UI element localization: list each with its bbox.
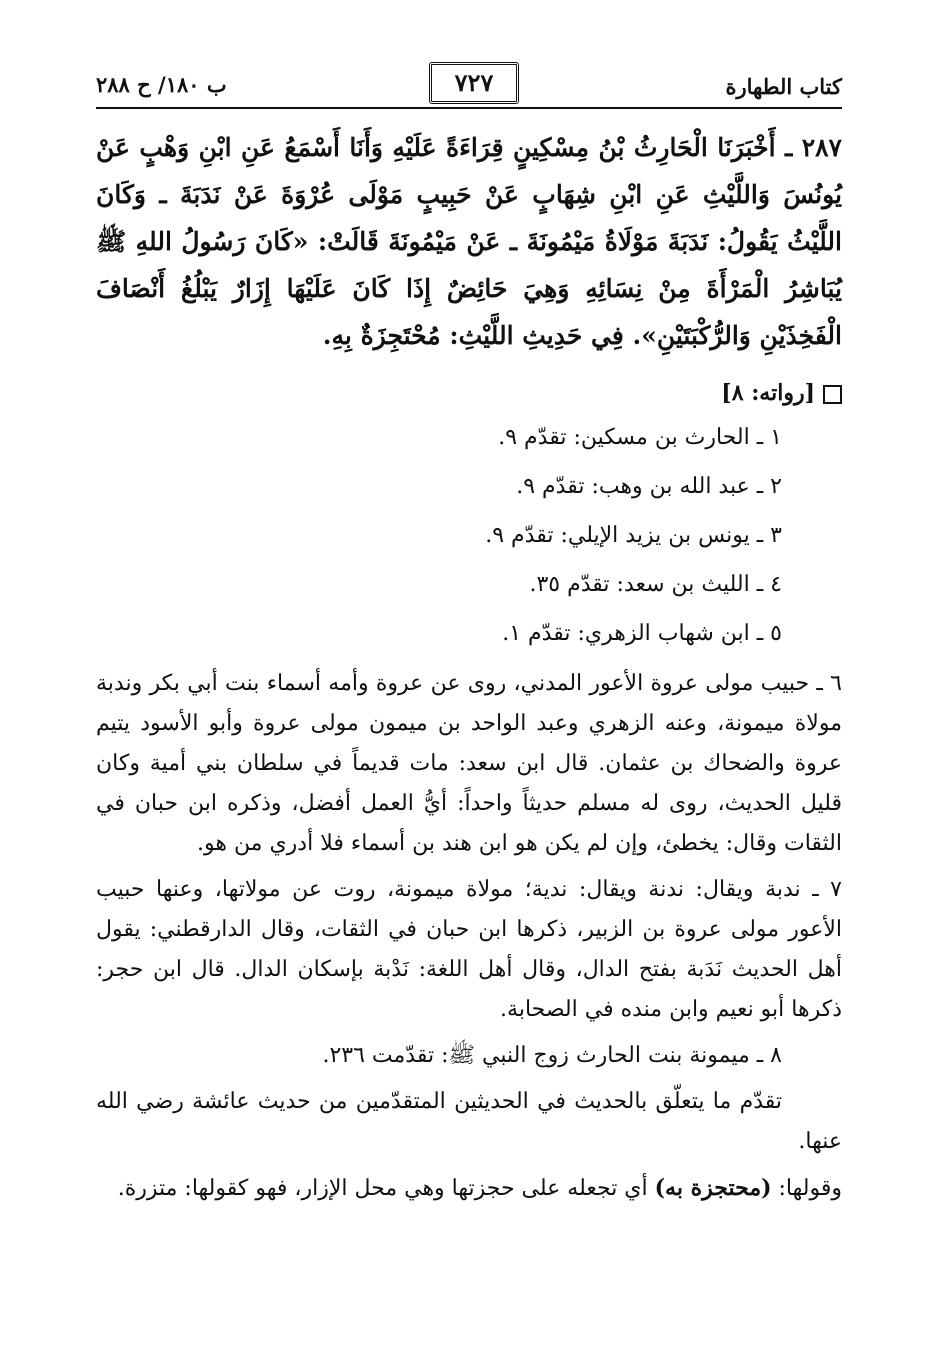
book-title: كتاب الطهارة (725, 74, 842, 99)
list-item: ٤ ـ الليث بن سعد: تقدّم ٣٥. (529, 572, 782, 597)
hadith-reference: ب ١٨٠/ ح ٢٨٨ (96, 72, 227, 97)
hadith-text: ٢٨٧ ـ أَخْبَرَنَا الْحَارِثُ بْنُ مِسْكِينٍ قِرَاءَةً عَلَيْهِ وَأَنَا أَسْمَعُ عَنِ ابْنِ وَهْبٍ عَنْ يُونُسَ وَاللَّيْثِ عَنِ ابْنِ شِهَابٍ عَنْ حَبِيبٍ مَوْلَى عُرْوَةَ عَنْ نَدَبَةَ ـ وَكَانَ اللَّيْثُ يَقُولُ: نَدَبَةَ مَوْلَاةُ مَيْمُونَةَ ـ عَنْ مَيْمُونَةَ قَالَتْ: «كَانَ رَسُولُ اللهِ ﷺ يُبَاشِرُ الْمَرْأَةَ مِنْ نِسَائِهِ وَهِيَ حَائِضٌ إِذَا كَانَ عَلَيْهَا إِزَارٌ يَبْلُغُ أَنْصَافَ الْفَخِذَيْنِ وَالرُّكْبَتَيْنِ». فِي حَدِيثِ اللَّيْثِ: مُحْتَجِزَةٌ بِهِ. (96, 133, 842, 350)
narrators-heading-label: [رواته: ٨] (721, 380, 815, 406)
list-item: ٢ ـ عبد الله بن وهب: تقدّم ٩. (516, 474, 782, 499)
explanation-rest: أي تجعله على حجزتها وهي محل الإزار، فهو كقولها: متزرة. (117, 1176, 655, 1201)
page-content (96, 124, 842, 1209)
commentary-paragraph: تقدّم ما يتعلّق بالحديث في الحديثين المتقدّمين من حديث عائشة رضي الله عنها. (96, 1089, 842, 1154)
narrator-bio-nadba: ٧ ـ ندبة ويقال: ندنة ويقال: ندية؛ مولاة ميمونة، روت عن مولاتها، وعنها حبيب الأعور مولى عروة بن الزبير، ذكرها ابن حبان في الثقات، وقال الدارقطني: يقول أهل الحديث نَدَبة بفتح الدال، وقال أهل اللغة: نَدْبة بإسكان الدال. قال ابن حجر: ذكرها أبو نعيم وابن منده في الصحابة. (96, 877, 842, 1022)
commentary-explanation (96, 1168, 842, 1209)
narrator-bio-maymuna: ٨ ـ ميمونة بنت الحارث زوج النبي ﷺ: تقدّمت ٢٣٦. (322, 1043, 782, 1068)
list-item: ٥ ـ ابن شهاب الزهري: تقدّم ١. (502, 621, 782, 646)
list-item: ٣ ـ يونس بن يزيد الإيلي: تقدّم ٩. (485, 523, 782, 548)
page-number: ٧٢٧ (429, 62, 519, 104)
square-bullet-icon (823, 385, 842, 404)
narrators-heading (96, 373, 842, 413)
explanation-lead: وقولها: (771, 1176, 842, 1201)
narrator-bio-habib: ٦ ـ حبيب مولى عروة الأعور المدني، روى عن عروة وأمه أسماء بنت أبي بكر وندبة مولاة ميمونة، وعنه الزهري وعبد الواحد بن ميمون مولى عروة وأبو الأسود يتيم عروة والضحاك بن عثمان. قال ابن سعد: مات قديماً في سلطان بني أمية وكان قليل الحديث، روى له مسلم حديثاً واحداً: أيُّ العمل أفضل، وذكره ابن حبان في الثقات وقال: يخطئ، وإن لم يكن هو ابن هند بن أسماء فلا أدري من هو. (96, 671, 842, 856)
page-header (96, 62, 842, 106)
header-divider (96, 107, 842, 109)
narrators-list (96, 413, 842, 658)
list-item: ١ ـ الحارث بن مسكين: تقدّم ٩. (498, 425, 782, 450)
explanation-term: (محتجزة به) (654, 1175, 772, 1201)
